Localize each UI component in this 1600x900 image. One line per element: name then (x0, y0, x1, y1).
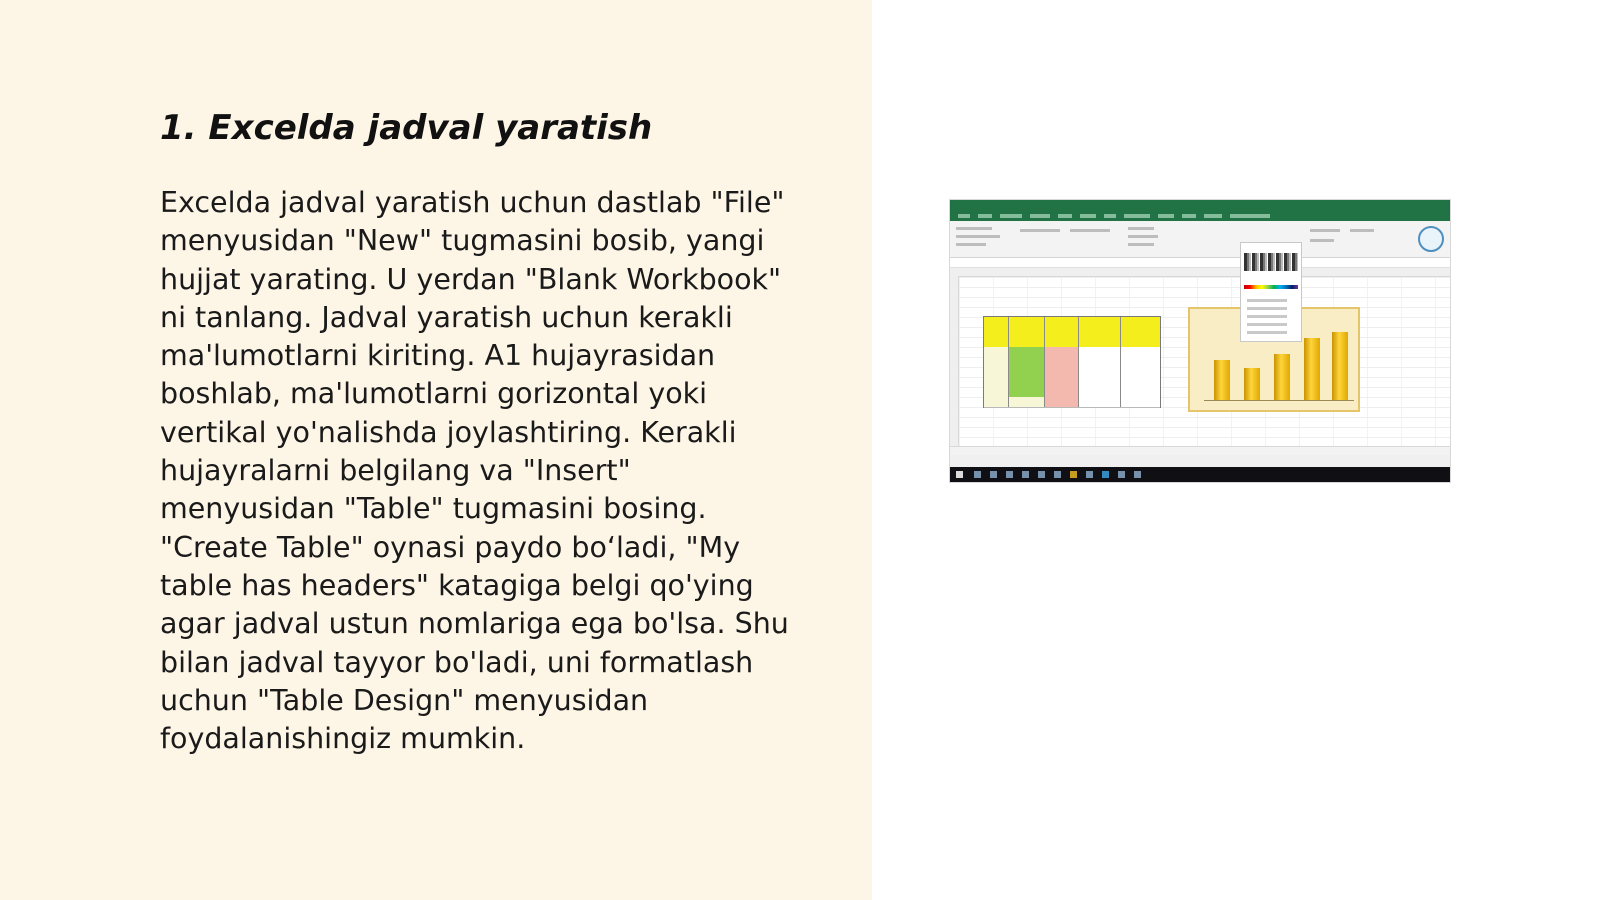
body-line: menyusidan "New" tugmasini bosib, yangi (160, 224, 765, 258)
excel-row-headers (950, 276, 959, 446)
body-line: hujjat yarating. U yerdan "Blank Workbook" (160, 262, 782, 296)
body-line: vertikal yo'nalishda joylashtiring. Kerakli (160, 415, 737, 449)
body-line: menyusidan "Table" tugmasini bosing. (160, 492, 707, 526)
body-line: "Create Table" oynasi paydo bo‘ladi, "My (160, 530, 741, 564)
body-line: boshlab, ma'lumotlarni gorizontal yoki (160, 377, 708, 411)
windows-taskbar (950, 467, 1450, 482)
excel-title-bar (950, 200, 1450, 212)
body-line: foydalanishingiz mumkin. (160, 722, 526, 756)
excel-status-bar (950, 455, 1450, 467)
excel-ribbon-tabs (950, 212, 1450, 221)
slide-title: 1. Excelda jadval yaratish (160, 108, 653, 148)
body-line: hujayralarni belgilang va "Insert" (160, 454, 631, 488)
body-line: ni tanlang. Jadval yaratish uchun kerakli (160, 300, 733, 334)
body-line: Excelda jadval yaratish uchun dastlab "File" (160, 186, 785, 219)
slide-body-text (160, 184, 820, 758)
excel-formula-bar (950, 258, 1450, 268)
excel-ribbon (950, 221, 1450, 258)
body-line: ma'lumotlarni kiriting. A1 hujayrasidan (160, 339, 716, 373)
excel-column-headers (950, 268, 1450, 277)
body-line: uchun "Table Design" menyusidan (160, 683, 649, 717)
excel-data-table (983, 316, 1161, 408)
excel-color-dropdown (1240, 242, 1302, 342)
body-line: agar jadval ustun nomlariga ega bo'lsa. Shu (160, 607, 789, 641)
university-logo-icon (1418, 226, 1444, 252)
excel-screenshot-image (950, 200, 1450, 482)
body-line: table has headers" katagiga belgi qo'ying (160, 568, 754, 602)
body-line: bilan jadval tayyor bo'ladi, uni formatlash (160, 645, 754, 679)
